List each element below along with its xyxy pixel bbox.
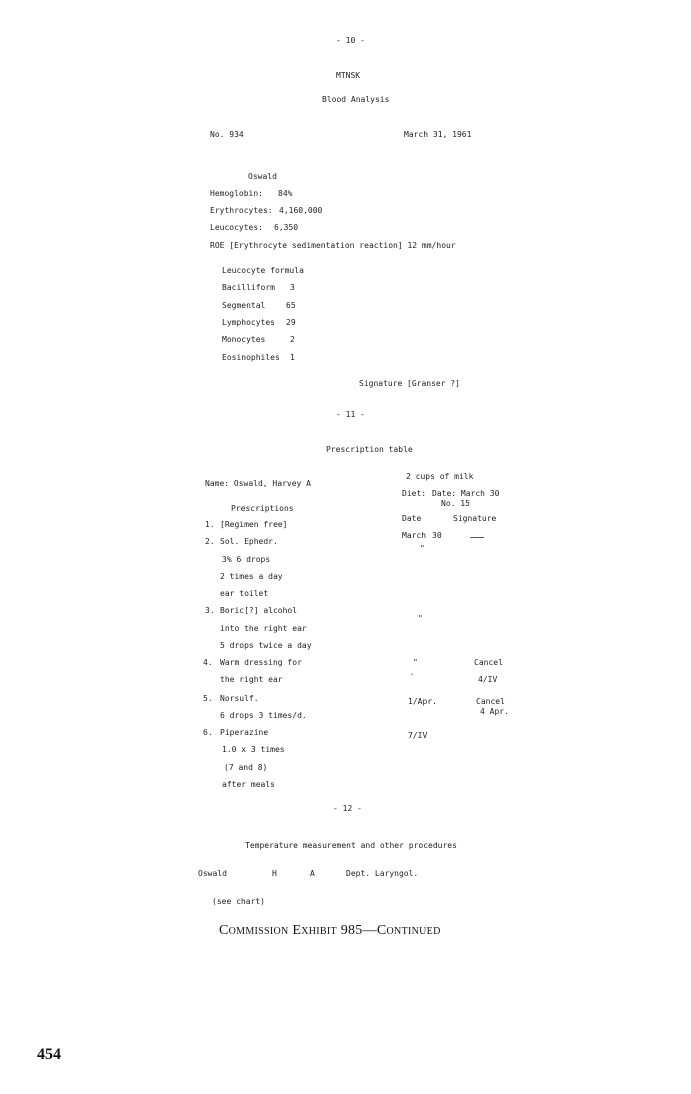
rx-line: 6 drops 3 times/d. (220, 711, 307, 720)
blood-analysis-heading: Blood Analysis (322, 95, 390, 104)
rx-line: Piperazine (220, 728, 269, 737)
cancel-date: 4 Apr. (480, 707, 509, 716)
prescriptions-heading: Prescriptions (231, 504, 294, 513)
see-chart-note: (see chart) (212, 897, 265, 906)
column-signature: Signature (453, 514, 497, 523)
rx-line: into the right ear (220, 624, 307, 633)
hemoglobin-value: 84% (278, 189, 293, 198)
rx-line: (7 and 8) (224, 763, 268, 772)
date-entry: 1/Apr. (408, 697, 437, 706)
leucocyte-formula-heading: Leucocyte formula (222, 266, 304, 275)
rx-number: 5. (203, 694, 213, 703)
formula-value: 65 (286, 301, 296, 310)
formula-value: 1 (290, 353, 295, 362)
patient-name-line: Name: Oswald, Harvey A (205, 479, 311, 488)
ditto-mark: " (418, 614, 423, 623)
ditto-mark: " (420, 544, 425, 553)
rx-line: 5 drops twice a day (220, 641, 312, 650)
date-entry: March (402, 531, 427, 540)
signature-label: Signature (359, 379, 403, 388)
leucocytes-value: 6,350 (274, 223, 299, 232)
department: Dept. Laryngol. (346, 869, 419, 878)
cancel-date: 4/IV (478, 675, 498, 684)
analysis-number: No. 934 (210, 130, 244, 139)
rx-number: 6. (203, 728, 213, 737)
rx-number: 3. (205, 606, 215, 615)
ditto-mark: " (413, 658, 418, 667)
formula-label: Eosinophiles (222, 353, 280, 362)
hemoglobin-label: Hemoglobin: (210, 189, 263, 198)
rx-line: Boric[?] alcohol (220, 606, 298, 615)
rx-line: Warm dressing for (220, 658, 302, 667)
rx-number: 4. (203, 658, 213, 667)
formula-value: 29 (286, 318, 296, 327)
erythrocytes-value: 4,160,000 (279, 206, 323, 215)
exhibit-caption: Commission Exhibit 985—Continued (219, 923, 441, 938)
leucocytes-label: Leucocytes: (210, 223, 263, 232)
temperature-heading: Temperature measurement and other procedures (245, 841, 457, 850)
rx-line: 2 times a day (220, 572, 283, 581)
prescription-heading: Prescription table (326, 445, 413, 454)
signature-value: [Granser ?] (407, 379, 460, 388)
diet-date: Date: March 30 (432, 489, 500, 498)
rx-line: Sol. Ephedr. (220, 537, 278, 546)
column-date: Date (402, 514, 422, 523)
formula-label: Monocytes (222, 335, 266, 344)
patient-name: Oswald (248, 172, 277, 181)
rx-line: ear toilet (220, 589, 269, 598)
rx-line: the right ear (220, 675, 283, 684)
diet-number: No. 15 (441, 499, 470, 508)
page-marker-11: - 11 - (336, 410, 365, 419)
page-number: 454 (37, 1046, 61, 1063)
rx-line: after meals (222, 780, 275, 789)
formula-label: Lymphocytes (222, 318, 275, 327)
cancel-label: Cancel (476, 697, 505, 706)
formula-label: Bacilliform (222, 283, 275, 292)
rx-line: 1.0 x 3 times (222, 745, 285, 754)
formula-value: 2 (290, 335, 295, 344)
tick-mark: ` (410, 673, 415, 682)
date-entry: 7/IV (408, 731, 428, 740)
milk-note: 2 cups of milk (406, 472, 474, 481)
date-entry-day: 30 (432, 531, 442, 540)
rx-line: [Regimen free] (220, 520, 288, 529)
rx-line: 3% 6 drops (222, 555, 271, 564)
roe-line: ROE [Erythrocyte sedimentation reaction] 12 mm/hour (210, 241, 456, 250)
patient-initial: A (310, 869, 315, 878)
analysis-date: March 31, 1961 (404, 130, 472, 139)
page-marker-12: - 12 - (333, 804, 362, 813)
formula-label: Segmental (222, 301, 266, 310)
rx-number: 1. (205, 520, 215, 529)
cancel-label: Cancel (474, 658, 503, 667)
patient-initial: H (272, 869, 277, 878)
patient-surname: Oswald (198, 869, 227, 878)
diet-label: Diet: (402, 489, 427, 498)
rx-line: Norsulf. (220, 694, 259, 703)
signature-scribble (470, 537, 484, 538)
erythrocytes-label: Erythrocytes: (210, 206, 273, 215)
formula-value: 3 (290, 283, 295, 292)
page-marker-10: - 10 - (336, 36, 365, 45)
org-name: MTNSK (336, 71, 361, 80)
rx-number: 2. (205, 537, 215, 546)
